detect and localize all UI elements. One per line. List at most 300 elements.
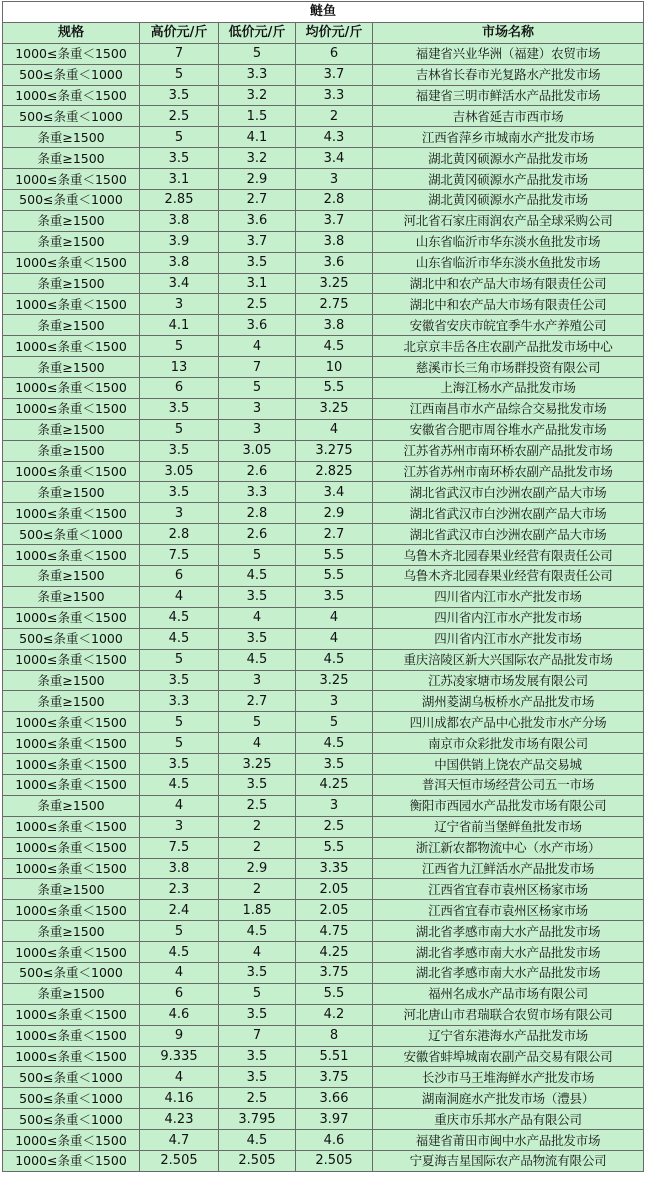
market-cell: 辽宁省前当堡鲜鱼批发市场 bbox=[373, 816, 644, 837]
low-price-cell: 3.3 bbox=[219, 64, 296, 85]
spec-cell: 条重≥1500 bbox=[3, 440, 140, 461]
market-cell: 安徽省合肥市周谷堆水产品批发市场 bbox=[373, 419, 644, 440]
avg-price-cell: 4.75 bbox=[296, 921, 373, 942]
table-row bbox=[3, 273, 644, 294]
low-price-cell: 3.5 bbox=[219, 586, 296, 607]
low-price-cell: 3.5 bbox=[219, 962, 296, 983]
low-price-cell: 3 bbox=[219, 670, 296, 691]
table-row bbox=[3, 962, 644, 983]
spec-cell: 1000≤条重＜1500 bbox=[3, 398, 140, 419]
market-cell: 江西省萍乡市城南水产批发市场 bbox=[373, 127, 644, 148]
table-row bbox=[3, 545, 644, 566]
spec-cell: 1000≤条重＜1500 bbox=[3, 461, 140, 482]
table-row bbox=[3, 1150, 644, 1171]
market-cell: 江苏省苏州市南环桥农副产品批发市场 bbox=[373, 440, 644, 461]
avg-price-cell: 3.3 bbox=[296, 85, 373, 106]
header-low-price: 低价元/斤 bbox=[219, 22, 296, 43]
market-cell: 长沙市马王堆海鲜水产批发市场 bbox=[373, 1067, 644, 1088]
low-price-cell: 3.795 bbox=[219, 1109, 296, 1130]
table-row bbox=[3, 148, 644, 169]
avg-price-cell: 3.5 bbox=[296, 754, 373, 775]
table-row bbox=[3, 566, 644, 587]
table-row bbox=[3, 754, 644, 775]
table-row bbox=[3, 1109, 644, 1130]
avg-price-cell: 2.05 bbox=[296, 879, 373, 900]
avg-price-cell: 3.8 bbox=[296, 315, 373, 336]
market-cell: 江西省宜春市袁州区杨家市场 bbox=[373, 900, 644, 921]
high-price-cell: 4.5 bbox=[140, 607, 219, 628]
low-price-cell: 3.2 bbox=[219, 148, 296, 169]
table-row bbox=[3, 586, 644, 607]
avg-price-cell: 3.7 bbox=[296, 210, 373, 231]
market-cell: 江苏省苏州市南环桥农副产品批发市场 bbox=[373, 461, 644, 482]
high-price-cell: 2.5 bbox=[140, 106, 219, 127]
market-cell: 四川省内江市水产批发市场 bbox=[373, 628, 644, 649]
high-price-cell: 6 bbox=[140, 378, 219, 399]
table-row bbox=[3, 378, 644, 399]
avg-price-cell: 5 bbox=[296, 712, 373, 733]
table-row bbox=[3, 1067, 644, 1088]
spec-cell: 500≤条重＜1000 bbox=[3, 524, 140, 545]
spec-cell: 1000≤条重＜1500 bbox=[3, 900, 140, 921]
high-price-cell: 4.23 bbox=[140, 1109, 219, 1130]
spec-cell: 1000≤条重＜1500 bbox=[3, 1130, 140, 1151]
high-price-cell: 4.7 bbox=[140, 1130, 219, 1151]
high-price-cell: 6 bbox=[140, 566, 219, 587]
high-price-cell: 4 bbox=[140, 586, 219, 607]
market-cell: 山东省临沂市华东淡水鱼批发市场 bbox=[373, 252, 644, 273]
spec-cell: 条重≥1500 bbox=[3, 210, 140, 231]
market-cell: 湖北中和农产品大市场有限责任公司 bbox=[373, 294, 644, 315]
high-price-cell: 4.6 bbox=[140, 1004, 219, 1025]
table-row bbox=[3, 858, 644, 879]
avg-price-cell: 10 bbox=[296, 357, 373, 378]
table-row bbox=[3, 712, 644, 733]
market-cell: 福建省莆田市闽中水产品批发市场 bbox=[373, 1130, 644, 1151]
low-price-cell: 4.5 bbox=[219, 1130, 296, 1151]
table-row bbox=[3, 1130, 644, 1151]
avg-price-cell: 6 bbox=[296, 43, 373, 64]
high-price-cell: 3.5 bbox=[140, 85, 219, 106]
table-row bbox=[3, 628, 644, 649]
market-cell: 四川成都农产品中心批发市水产分场 bbox=[373, 712, 644, 733]
spec-cell: 1000≤条重＜1500 bbox=[3, 294, 140, 315]
avg-price-cell: 4.2 bbox=[296, 1004, 373, 1025]
low-price-cell: 2 bbox=[219, 879, 296, 900]
spec-cell: 条重≥1500 bbox=[3, 566, 140, 587]
market-cell: 普洱天恒市场经营公司五一市场 bbox=[373, 774, 644, 795]
spec-cell: 条重≥1500 bbox=[3, 315, 140, 336]
low-price-cell: 5 bbox=[219, 545, 296, 566]
avg-price-cell: 5.5 bbox=[296, 378, 373, 399]
avg-price-cell: 4.5 bbox=[296, 649, 373, 670]
avg-price-cell: 3.7 bbox=[296, 64, 373, 85]
low-price-cell: 3 bbox=[219, 398, 296, 419]
high-price-cell: 3 bbox=[140, 816, 219, 837]
high-price-cell: 4 bbox=[140, 1067, 219, 1088]
spec-cell: 1000≤条重＜1500 bbox=[3, 252, 140, 273]
spec-cell: 条重≥1500 bbox=[3, 273, 140, 294]
market-cell: 河北唐山市君瑞联合农贸市场有限公司 bbox=[373, 1004, 644, 1025]
market-cell: 南京市众彩批发市场有限公司 bbox=[373, 733, 644, 754]
market-cell: 湖南洞庭水产批发市场（澧县） bbox=[373, 1088, 644, 1109]
market-cell: 辽宁省东港海水产品批发市场 bbox=[373, 1025, 644, 1046]
header-avg-price: 均价元/斤 bbox=[296, 22, 373, 43]
table-row bbox=[3, 43, 644, 64]
low-price-cell: 3.3 bbox=[219, 482, 296, 503]
market-cell: 湖北黄冈硕源水产品批发市场 bbox=[373, 169, 644, 190]
spec-cell: 条重≥1500 bbox=[3, 921, 140, 942]
low-price-cell: 2 bbox=[219, 816, 296, 837]
spec-cell: 条重≥1500 bbox=[3, 419, 140, 440]
market-cell: 湖北省武汉市白沙洲农副产品大市场 bbox=[373, 482, 644, 503]
high-price-cell: 4.5 bbox=[140, 628, 219, 649]
high-price-cell: 9 bbox=[140, 1025, 219, 1046]
market-cell: 湖北黄冈硕源水产品批发市场 bbox=[373, 190, 644, 211]
table-title: 鲢鱼 bbox=[3, 2, 644, 23]
high-price-cell: 2.4 bbox=[140, 900, 219, 921]
high-price-cell: 3.4 bbox=[140, 273, 219, 294]
low-price-cell: 3.5 bbox=[219, 774, 296, 795]
high-price-cell: 4.5 bbox=[140, 942, 219, 963]
header-spec: 规格 bbox=[3, 22, 140, 43]
low-price-cell: 4 bbox=[219, 942, 296, 963]
header-row bbox=[3, 22, 644, 43]
spec-cell: 500≤条重＜1000 bbox=[3, 1067, 140, 1088]
low-price-cell: 2.9 bbox=[219, 169, 296, 190]
spec-cell: 500≤条重＜1000 bbox=[3, 1088, 140, 1109]
table-row bbox=[3, 169, 644, 190]
table-row bbox=[3, 85, 644, 106]
market-cell: 湖北黄冈硕源水产品批发市场 bbox=[373, 148, 644, 169]
market-cell: 湖北省武汉市白沙洲农副产品大市场 bbox=[373, 524, 644, 545]
spec-cell: 1000≤条重＜1500 bbox=[3, 503, 140, 524]
market-cell: 湖州菱湖乌板桥水产品批发市场 bbox=[373, 691, 644, 712]
spec-cell: 1000≤条重＜1500 bbox=[3, 545, 140, 566]
market-cell: 福建省兴业华洲（福建）农贸市场 bbox=[373, 43, 644, 64]
market-cell: 江西南昌市水产品综合交易批发市场 bbox=[373, 398, 644, 419]
low-price-cell: 3.6 bbox=[219, 210, 296, 231]
table-row bbox=[3, 942, 644, 963]
table-row bbox=[3, 1004, 644, 1025]
table-row bbox=[3, 1046, 644, 1067]
price-table bbox=[2, 1, 644, 1172]
market-cell: 山东省临沂市华东淡水鱼批发市场 bbox=[373, 231, 644, 252]
market-cell: 乌鲁木齐北园春果业经营有限责任公司 bbox=[373, 566, 644, 587]
avg-price-cell: 3.4 bbox=[296, 148, 373, 169]
avg-price-cell: 4.6 bbox=[296, 1130, 373, 1151]
market-cell: 北京京丰岳各庄农副产品批发市场中心 bbox=[373, 336, 644, 357]
high-price-cell: 7.5 bbox=[140, 837, 219, 858]
low-price-cell: 3.7 bbox=[219, 231, 296, 252]
low-price-cell: 7 bbox=[219, 1025, 296, 1046]
high-price-cell: 3.5 bbox=[140, 148, 219, 169]
table-row bbox=[3, 106, 644, 127]
avg-price-cell: 2.05 bbox=[296, 900, 373, 921]
low-price-cell: 4 bbox=[219, 733, 296, 754]
table-row bbox=[3, 900, 644, 921]
high-price-cell: 9.335 bbox=[140, 1046, 219, 1067]
avg-price-cell: 3.97 bbox=[296, 1109, 373, 1130]
spec-cell: 1000≤条重＜1500 bbox=[3, 43, 140, 64]
high-price-cell: 3.3 bbox=[140, 691, 219, 712]
low-price-cell: 4.5 bbox=[219, 566, 296, 587]
high-price-cell: 5 bbox=[140, 127, 219, 148]
high-price-cell: 5 bbox=[140, 733, 219, 754]
high-price-cell: 6 bbox=[140, 983, 219, 1004]
market-cell: 江西省九江鲜活水产品批发市场 bbox=[373, 858, 644, 879]
low-price-cell: 2.5 bbox=[219, 294, 296, 315]
avg-price-cell: 2.505 bbox=[296, 1150, 373, 1171]
market-cell: 福建省三明市鲜活水产品批发市场 bbox=[373, 85, 644, 106]
market-cell: 湖北省武汉市白沙洲农副产品大市场 bbox=[373, 503, 644, 524]
avg-price-cell: 5.5 bbox=[296, 837, 373, 858]
avg-price-cell: 3.275 bbox=[296, 440, 373, 461]
low-price-cell: 2 bbox=[219, 837, 296, 858]
high-price-cell: 3.05 bbox=[140, 461, 219, 482]
table-row bbox=[3, 921, 644, 942]
high-price-cell: 3.9 bbox=[140, 231, 219, 252]
market-cell: 湖北省孝感市南大水产品批发市场 bbox=[373, 921, 644, 942]
low-price-cell: 3.5 bbox=[219, 628, 296, 649]
low-price-cell: 4 bbox=[219, 607, 296, 628]
market-cell: 慈溪市长三角市场群投资有限公司 bbox=[373, 357, 644, 378]
high-price-cell: 2.8 bbox=[140, 524, 219, 545]
low-price-cell: 2.5 bbox=[219, 1088, 296, 1109]
spec-cell: 条重≥1500 bbox=[3, 670, 140, 691]
table-row bbox=[3, 419, 644, 440]
low-price-cell: 3.1 bbox=[219, 273, 296, 294]
high-price-cell: 5 bbox=[140, 419, 219, 440]
high-price-cell: 2.85 bbox=[140, 190, 219, 211]
low-price-cell: 3.25 bbox=[219, 754, 296, 775]
spec-cell: 条重≥1500 bbox=[3, 795, 140, 816]
avg-price-cell: 2.5 bbox=[296, 816, 373, 837]
avg-price-cell: 5.5 bbox=[296, 983, 373, 1004]
spec-cell: 500≤条重＜1000 bbox=[3, 962, 140, 983]
market-cell: 重庆涪陵区新大兴国际农产品批发市场 bbox=[373, 649, 644, 670]
low-price-cell: 4.5 bbox=[219, 921, 296, 942]
market-cell: 重庆市乐邦水产品有限公司 bbox=[373, 1109, 644, 1130]
title-row bbox=[3, 2, 644, 23]
table-row bbox=[3, 733, 644, 754]
table-row bbox=[3, 649, 644, 670]
spec-cell: 500≤条重＜1000 bbox=[3, 64, 140, 85]
market-cell: 宁夏海吉星国际农产品物流有限公司 bbox=[373, 1150, 644, 1171]
avg-price-cell: 3.25 bbox=[296, 398, 373, 419]
high-price-cell: 5 bbox=[140, 921, 219, 942]
avg-price-cell: 4 bbox=[296, 607, 373, 628]
low-price-cell: 2.7 bbox=[219, 190, 296, 211]
market-cell: 湖北省孝感市南大水产品批发市场 bbox=[373, 962, 644, 983]
low-price-cell: 3.05 bbox=[219, 440, 296, 461]
avg-price-cell: 3.8 bbox=[296, 231, 373, 252]
high-price-cell: 3.5 bbox=[140, 670, 219, 691]
avg-price-cell: 5.5 bbox=[296, 545, 373, 566]
market-cell: 河北省石家庄雨润农产品全球采购公司 bbox=[373, 210, 644, 231]
market-cell: 浙江新农都物流中心（水产市场） bbox=[373, 837, 644, 858]
spec-cell: 1000≤条重＜1500 bbox=[3, 712, 140, 733]
market-cell: 吉林省长春市光复路水产批发市场 bbox=[373, 64, 644, 85]
avg-price-cell: 3 bbox=[296, 691, 373, 712]
spec-cell: 500≤条重＜1000 bbox=[3, 106, 140, 127]
table-row bbox=[3, 837, 644, 858]
low-price-cell: 5 bbox=[219, 712, 296, 733]
market-cell: 中国供销上饶农产品交易城 bbox=[373, 754, 644, 775]
high-price-cell: 13 bbox=[140, 357, 219, 378]
table-row bbox=[3, 315, 644, 336]
avg-price-cell: 2.8 bbox=[296, 190, 373, 211]
market-cell: 江苏凌家塘市场发展有限公司 bbox=[373, 670, 644, 691]
low-price-cell: 2.5 bbox=[219, 795, 296, 816]
avg-price-cell: 4.25 bbox=[296, 942, 373, 963]
avg-price-cell: 3.6 bbox=[296, 252, 373, 273]
spec-cell: 条重≥1500 bbox=[3, 127, 140, 148]
low-price-cell: 2.7 bbox=[219, 691, 296, 712]
market-cell: 安徽省蚌埠城南农副产品交易有限公司 bbox=[373, 1046, 644, 1067]
high-price-cell: 3.5 bbox=[140, 440, 219, 461]
table-row bbox=[3, 524, 644, 545]
table-row bbox=[3, 774, 644, 795]
spec-cell: 1000≤条重＜1500 bbox=[3, 816, 140, 837]
table-row bbox=[3, 1088, 644, 1109]
high-price-cell: 3.5 bbox=[140, 398, 219, 419]
high-price-cell: 5 bbox=[140, 336, 219, 357]
table-row bbox=[3, 816, 644, 837]
avg-price-cell: 8 bbox=[296, 1025, 373, 1046]
low-price-cell: 4 bbox=[219, 336, 296, 357]
high-price-cell: 4 bbox=[140, 795, 219, 816]
low-price-cell: 2.6 bbox=[219, 524, 296, 545]
avg-price-cell: 3.35 bbox=[296, 858, 373, 879]
low-price-cell: 2.9 bbox=[219, 858, 296, 879]
high-price-cell: 3.5 bbox=[140, 754, 219, 775]
high-price-cell: 3 bbox=[140, 503, 219, 524]
spec-cell: 500≤条重＜1000 bbox=[3, 190, 140, 211]
spec-cell: 1000≤条重＜1500 bbox=[3, 942, 140, 963]
avg-price-cell: 4.5 bbox=[296, 733, 373, 754]
avg-price-cell: 2.825 bbox=[296, 461, 373, 482]
low-price-cell: 5 bbox=[219, 43, 296, 64]
low-price-cell: 3.2 bbox=[219, 85, 296, 106]
spec-cell: 条重≥1500 bbox=[3, 357, 140, 378]
avg-price-cell: 4 bbox=[296, 419, 373, 440]
avg-price-cell: 3.66 bbox=[296, 1088, 373, 1109]
low-price-cell: 1.5 bbox=[219, 106, 296, 127]
avg-price-cell: 2.75 bbox=[296, 294, 373, 315]
low-price-cell: 3.6 bbox=[219, 315, 296, 336]
high-price-cell: 4 bbox=[140, 962, 219, 983]
high-price-cell: 4.16 bbox=[140, 1088, 219, 1109]
low-price-cell: 2.8 bbox=[219, 503, 296, 524]
low-price-cell: 3.5 bbox=[219, 1067, 296, 1088]
table-row bbox=[3, 127, 644, 148]
avg-price-cell: 3.25 bbox=[296, 273, 373, 294]
low-price-cell: 3.5 bbox=[219, 1004, 296, 1025]
low-price-cell: 4.1 bbox=[219, 127, 296, 148]
spec-cell: 1000≤条重＜1500 bbox=[3, 1150, 140, 1171]
avg-price-cell: 3.25 bbox=[296, 670, 373, 691]
high-price-cell: 5 bbox=[140, 649, 219, 670]
spec-cell: 500≤条重＜1000 bbox=[3, 628, 140, 649]
table-row bbox=[3, 190, 644, 211]
market-cell: 上海江杨水产品批发市场 bbox=[373, 378, 644, 399]
low-price-cell: 5 bbox=[219, 983, 296, 1004]
spec-cell: 条重≥1500 bbox=[3, 482, 140, 503]
avg-price-cell: 2 bbox=[296, 106, 373, 127]
high-price-cell: 5 bbox=[140, 712, 219, 733]
avg-price-cell: 4 bbox=[296, 628, 373, 649]
spec-cell: 1000≤条重＜1500 bbox=[3, 649, 140, 670]
high-price-cell: 4.1 bbox=[140, 315, 219, 336]
table-row bbox=[3, 357, 644, 378]
spec-cell: 1000≤条重＜1500 bbox=[3, 837, 140, 858]
low-price-cell: 5 bbox=[219, 378, 296, 399]
low-price-cell: 2.6 bbox=[219, 461, 296, 482]
table-row bbox=[3, 795, 644, 816]
spec-cell: 1000≤条重＜1500 bbox=[3, 1046, 140, 1067]
table-row bbox=[3, 64, 644, 85]
table-row bbox=[3, 691, 644, 712]
table-body bbox=[3, 43, 644, 1171]
avg-price-cell: 3 bbox=[296, 169, 373, 190]
spec-cell: 条重≥1500 bbox=[3, 231, 140, 252]
high-price-cell: 4.5 bbox=[140, 774, 219, 795]
table-row bbox=[3, 983, 644, 1004]
spec-cell: 条重≥1500 bbox=[3, 691, 140, 712]
table-row bbox=[3, 1025, 644, 1046]
table-row bbox=[3, 294, 644, 315]
high-price-cell: 7 bbox=[140, 43, 219, 64]
avg-price-cell: 2.7 bbox=[296, 524, 373, 545]
high-price-cell: 3.8 bbox=[140, 858, 219, 879]
table-row bbox=[3, 879, 644, 900]
avg-price-cell: 5.51 bbox=[296, 1046, 373, 1067]
market-cell: 四川省内江市水产批发市场 bbox=[373, 586, 644, 607]
high-price-cell: 7.5 bbox=[140, 545, 219, 566]
avg-price-cell: 3.75 bbox=[296, 1067, 373, 1088]
spec-cell: 条重≥1500 bbox=[3, 879, 140, 900]
avg-price-cell: 4.3 bbox=[296, 127, 373, 148]
spec-cell: 1000≤条重＜1500 bbox=[3, 858, 140, 879]
table-row bbox=[3, 210, 644, 231]
spec-cell: 1000≤条重＜1500 bbox=[3, 169, 140, 190]
high-price-cell: 3.5 bbox=[140, 482, 219, 503]
table-row bbox=[3, 231, 644, 252]
low-price-cell: 3 bbox=[219, 419, 296, 440]
avg-price-cell: 3.5 bbox=[296, 586, 373, 607]
spec-cell: 1000≤条重＜1500 bbox=[3, 1025, 140, 1046]
avg-price-cell: 5.5 bbox=[296, 566, 373, 587]
spec-cell: 条重≥1500 bbox=[3, 586, 140, 607]
table-row bbox=[3, 398, 644, 419]
spec-cell: 条重≥1500 bbox=[3, 148, 140, 169]
avg-price-cell: 3.4 bbox=[296, 482, 373, 503]
table-row bbox=[3, 461, 644, 482]
spec-cell: 1000≤条重＜1500 bbox=[3, 607, 140, 628]
high-price-cell: 3 bbox=[140, 294, 219, 315]
market-cell: 江西省宜春市袁州区杨家市场 bbox=[373, 879, 644, 900]
spec-cell: 1000≤条重＜1500 bbox=[3, 85, 140, 106]
market-cell: 衡阳市西园水产品批发市场有限公司 bbox=[373, 795, 644, 816]
high-price-cell: 3.8 bbox=[140, 252, 219, 273]
table-row bbox=[3, 503, 644, 524]
low-price-cell: 7 bbox=[219, 357, 296, 378]
avg-price-cell: 3 bbox=[296, 795, 373, 816]
header-high-price: 高价元/斤 bbox=[140, 22, 219, 43]
low-price-cell: 1.85 bbox=[219, 900, 296, 921]
table-row bbox=[3, 607, 644, 628]
